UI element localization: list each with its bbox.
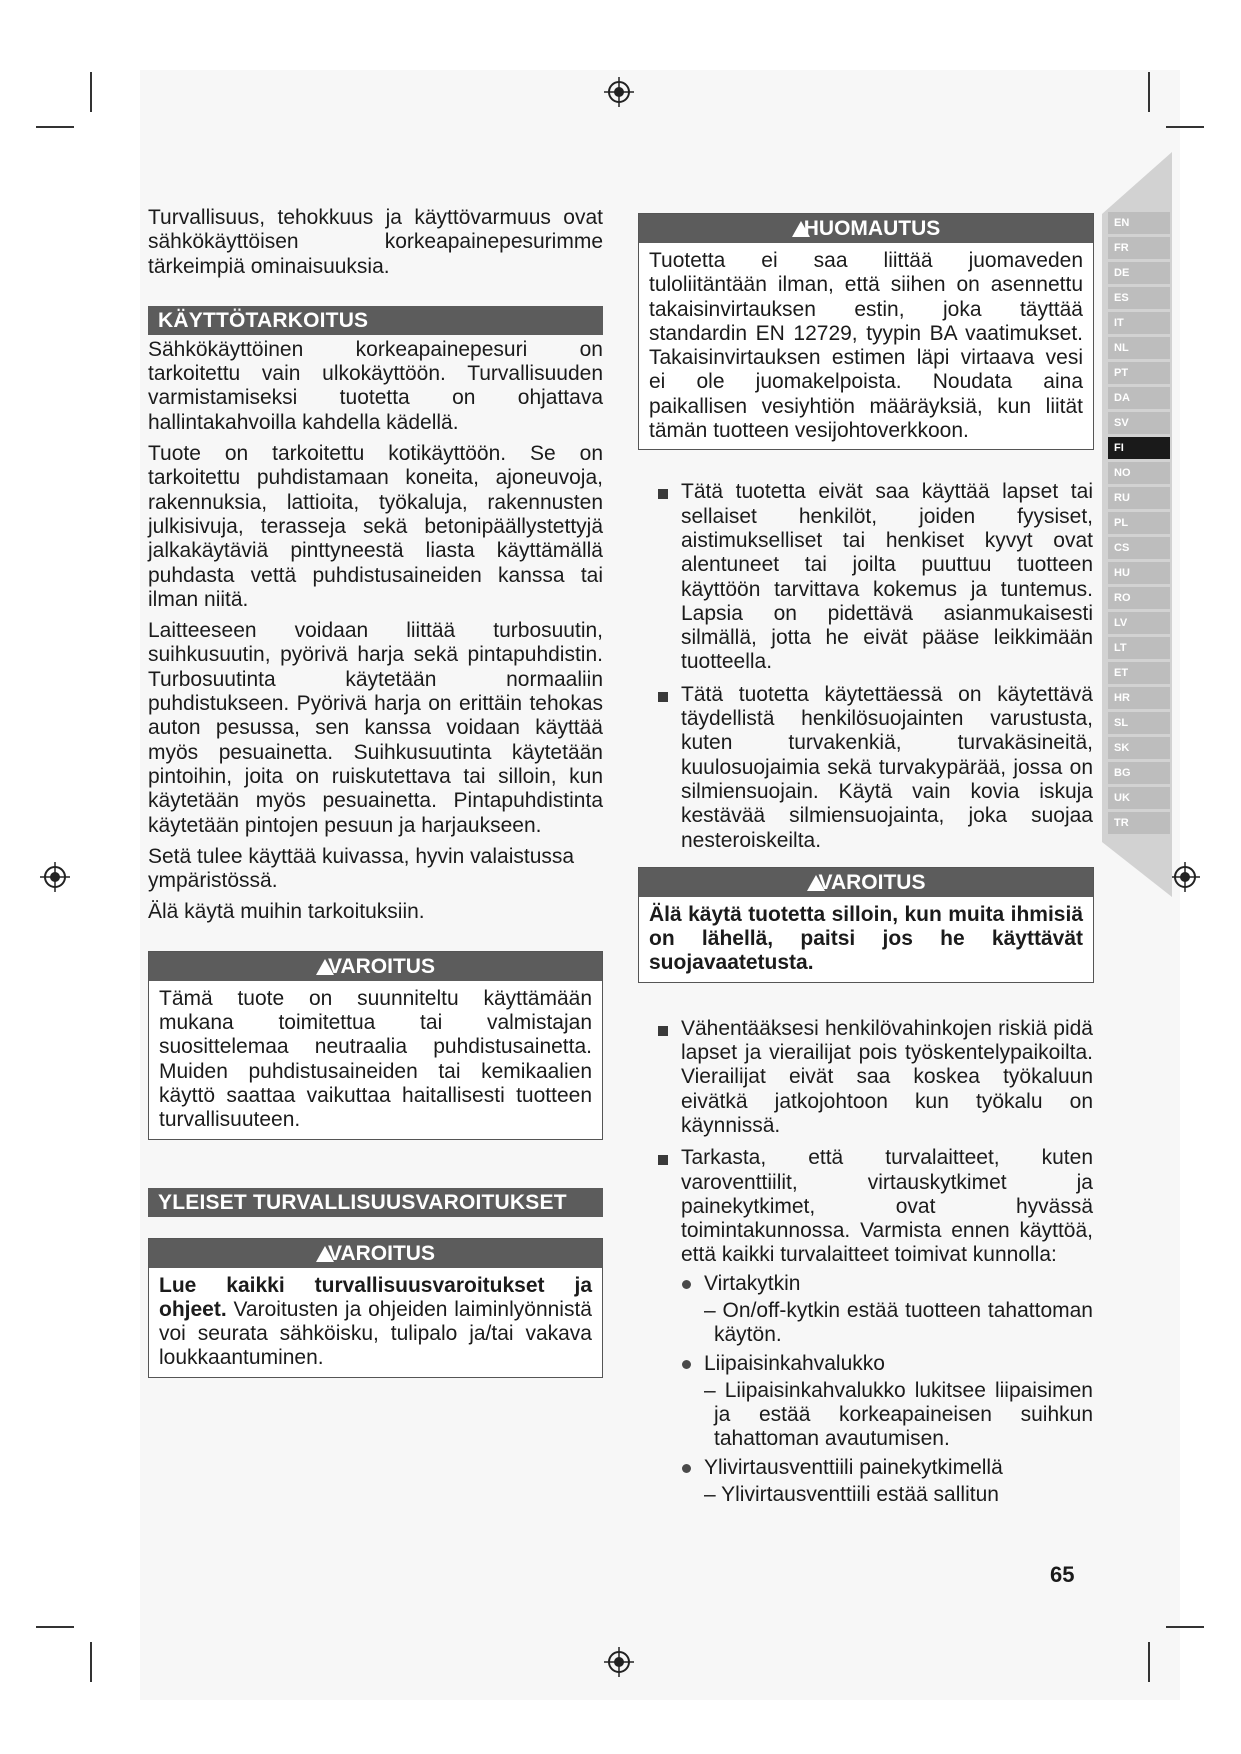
section-heading-general-safety: YLEISET TURVALLISUUSVAROITUKSET xyxy=(148,1188,603,1217)
tab-lt[interactable]: LT xyxy=(1108,637,1170,659)
device-item: Ylivirtausventtiili painekytkimellä – Ylivirtausventtiili estää sallitun xyxy=(658,1456,1093,1508)
tab-uk[interactable]: UK xyxy=(1108,787,1170,809)
tab-pl[interactable]: PL xyxy=(1108,512,1170,534)
crop-mark xyxy=(1166,1626,1204,1628)
tab-fr[interactable]: FR xyxy=(1108,237,1170,259)
tab-es[interactable]: ES xyxy=(1108,287,1170,309)
tab-lv[interactable]: LV xyxy=(1108,612,1170,634)
paragraph: Älä käytä muihin tarkoituksiin. xyxy=(148,900,425,924)
bullet-list xyxy=(658,480,1093,852)
crop-mark xyxy=(36,1626,74,1628)
list-item: Vähentääksesi henkilövahinkojen riskiä pidä lapset ja vierailijat pois työskentelypaikoilta. Vierailijat eivät saa koskea työkaluun eivätkä jatkojohtoon kun työkalu on käynnissä. xyxy=(658,1017,1093,1138)
tab-et[interactable]: ET xyxy=(1108,662,1170,684)
device-list xyxy=(658,1272,1093,1508)
square-bullet-icon xyxy=(658,1155,668,1165)
list-item: Tarkasta, että turvalaitteet, kuten varoventtiilit, virtauskytkimet ja painekytkimet, ovat hyvässä toimintakunnossa. Varmista ennen käyttöä, että kaikki turvalaitteet toimivat kunnolla: Virtakytkin – On/off-kytkin estää tuotteen tahattoman käytön. Liipaisinkahvalukko – Liipaisinkahvalukko lukitsee liipaisimen ja estää korkeapaineisen suihkun tahattoman avautumisen. Ylivirtausventtiili painekytkimellä – Ylivirtausventtiili estää sallitun xyxy=(658,1146,1093,1507)
crop-mark xyxy=(1166,126,1204,128)
tab-nl[interactable]: NL xyxy=(1108,337,1170,359)
tab-tr[interactable]: TR xyxy=(1108,812,1170,834)
paragraph: Sähkökäyttöinen korkeapainepesuri on tarkoitettu vain ulkokäyttöön. Turvallisuuden varmistamiseksi tuotetta on ohjattava hallintakahvoilla kahdella kädellä. xyxy=(148,337,603,434)
right-column xyxy=(638,213,1093,1515)
page-number: 65 xyxy=(1050,1562,1075,1587)
crop-mark xyxy=(36,126,74,128)
tab-no[interactable]: NO xyxy=(1108,462,1170,484)
tab-cs[interactable]: CS xyxy=(1108,537,1170,559)
list-item: Tätä tuotetta käytettäessä on käytettävä täydellistä henkilösuojainten varustusta, kuten turvakenkiä, turvakäsineitä, kuulosuojaimia sekä turvakypärää, jossa on silmiensuojain. Käytä vain kovia iskuja kestävää silmiensuojainta, joka suojaa nesteroiskeilta. xyxy=(658,683,1093,853)
crop-mark xyxy=(1148,72,1150,112)
tab-ro[interactable]: RO xyxy=(1108,587,1170,609)
tab-fi[interactable]: FI xyxy=(1108,437,1170,459)
registration-mark-icon xyxy=(604,77,634,107)
square-bullet-icon xyxy=(658,1026,668,1036)
round-bullet-icon xyxy=(682,1464,691,1473)
bullet-list xyxy=(658,1017,1093,1508)
tab-en[interactable]: EN xyxy=(1108,212,1170,234)
tab-da[interactable]: DA xyxy=(1108,387,1170,409)
warning-text: Älä käytä tuotetta silloin, kun muita ihmisiä on lähellä, paitsi jos he käyttävät suojavaatetusta. xyxy=(649,902,1083,975)
note-box xyxy=(638,213,1094,450)
paragraph: Setä tulee käyttää kuivassa, hyvin valaistussa ympäristössä. xyxy=(148,844,575,893)
section-heading-purpose: KÄYTTÖTARKOITUS xyxy=(148,306,603,335)
tab-de[interactable]: DE xyxy=(1108,262,1170,284)
paragraph: Laitteeseen voidaan liittää turbosuutin, suihkusuutin, pyörivä harja sekä pintapuhdistin. Turbosuutinta käytetään normaaliin puhdistukseen. Pyörivä harja on erittäin tehokas auton pesussa, sen kanssa voidaan käyttää myös pesuainetta. Suihkusuutinta käytetään pintoihin, joita on ruiskutettava tai silloin, kun käytetään myös pesuainetta. Pintapuhdistinta käytetään pintojen pesuun ja harjaukseen. xyxy=(148,619,603,837)
language-tabs xyxy=(1108,212,1170,837)
crop-mark xyxy=(90,1642,92,1682)
round-bullet-icon xyxy=(682,1280,691,1289)
warning-box xyxy=(148,951,603,1140)
note-text: Tuotetta ei saa liittää juomaveden tuloliitäntään ilman, että siihen on asennettu takaisinvirtauksen estin, joka täyttää standardin EN 12729, tyypin BA vaatimukset. Takaisinvirtauksen estimen läpi virtaava vesi ei ole juomakelpoista. Noudata aina paikallisen vesiyhtiön määräyksiä, kun liität tämän tuotteen vesijohtoverkkoon. xyxy=(649,249,1083,443)
registration-mark-icon xyxy=(40,862,70,892)
square-bullet-icon xyxy=(658,692,668,702)
tab-sl[interactable]: SL xyxy=(1108,712,1170,734)
crop-mark xyxy=(90,72,92,112)
registration-mark-icon xyxy=(1170,862,1200,892)
tab-sv[interactable]: SV xyxy=(1108,412,1170,434)
warning-text: Lue kaikki turvallisuusvaroitukset ja ohjeet. Varoitusten ja ohjeiden laiminlyönnistä voi seurata sähköisku, tulipalo ja/tai vakava loukkaantuminen. xyxy=(159,1273,592,1370)
registration-mark-icon xyxy=(604,1647,634,1677)
tab-hr[interactable]: HR xyxy=(1108,687,1170,709)
square-bullet-icon xyxy=(658,489,668,499)
warning-bold-text: Lue kaikki turvallisuusvaroitukset ja ohjeet. xyxy=(159,1273,592,1321)
tab-hu[interactable]: HU xyxy=(1108,562,1170,584)
tab-pt[interactable]: PT xyxy=(1108,362,1170,384)
note-title: HUOMAUTUS xyxy=(639,214,1093,243)
warning-box xyxy=(148,1238,603,1378)
list-item: Tätä tuotetta eivät saa käyttää lapset tai sellaiset henkilöt, joiden fyysiset, aistimukselliset tai henkiset kyvyt ovat alentuneet tai joilta puuttuu tuotteen käyttöön tarvittava kokemus ja tuntemus. Lapsia on pidettävä asianmukaisesti silmällä, jotta he eivät pääse leikkimään tuotteella. xyxy=(658,480,1093,674)
tab-sk[interactable]: SK xyxy=(1108,737,1170,759)
warning-title: VAROITUS xyxy=(149,952,602,981)
device-item: Virtakytkin – On/off-kytkin estää tuotteen tahattoman käytön. xyxy=(658,1272,1093,1348)
paragraph: Tuote on tarkoitettu kotikäyttöön. Se on tarkoitettu puhdistamaan koneita, ajoneuvoja, rakennuksia, lattioita, työkaluja, rakennusten julkisivuja, terasseja sekä betonipäällystettyjä jalkakäytäviä pinttyneestä liasta käyttämällä puhdasta vettä puhdistusaineiden kanssa tai ilman niitä. xyxy=(148,442,603,611)
left-column xyxy=(148,206,603,1378)
tab-it[interactable]: IT xyxy=(1108,312,1170,334)
warning-text: Tämä tuote on suunniteltu käyttämään mukana toimitettua tai valmistajan suosittelemaa neutraalia puhdistusainetta. Muiden puhdistusaineiden tai kemikaalien käyttö saattaa vaikuttaa haitallisesti tuotteen turvallisuuteen. xyxy=(159,986,592,1132)
tab-bg[interactable]: BG xyxy=(1108,762,1170,784)
round-bullet-icon xyxy=(682,1360,691,1369)
crop-mark xyxy=(1148,1642,1150,1682)
warning-title: VAROITUS xyxy=(639,868,1093,897)
warning-box xyxy=(638,867,1094,983)
tab-ru[interactable]: RU xyxy=(1108,487,1170,509)
intro-text: Turvallisuus, tehokkuus ja käyttövarmuus ovat sähkökäyttöisen korkeapainepesurimme tärkeimpiä ominaisuuksia. xyxy=(148,206,603,278)
warning-title: VAROITUS xyxy=(149,1239,602,1268)
device-item: Liipaisinkahvalukko – Liipaisinkahvalukko lukitsee liipaisimen ja estää korkeapaineisen suihkun tahattoman avautumisen. xyxy=(658,1352,1093,1452)
